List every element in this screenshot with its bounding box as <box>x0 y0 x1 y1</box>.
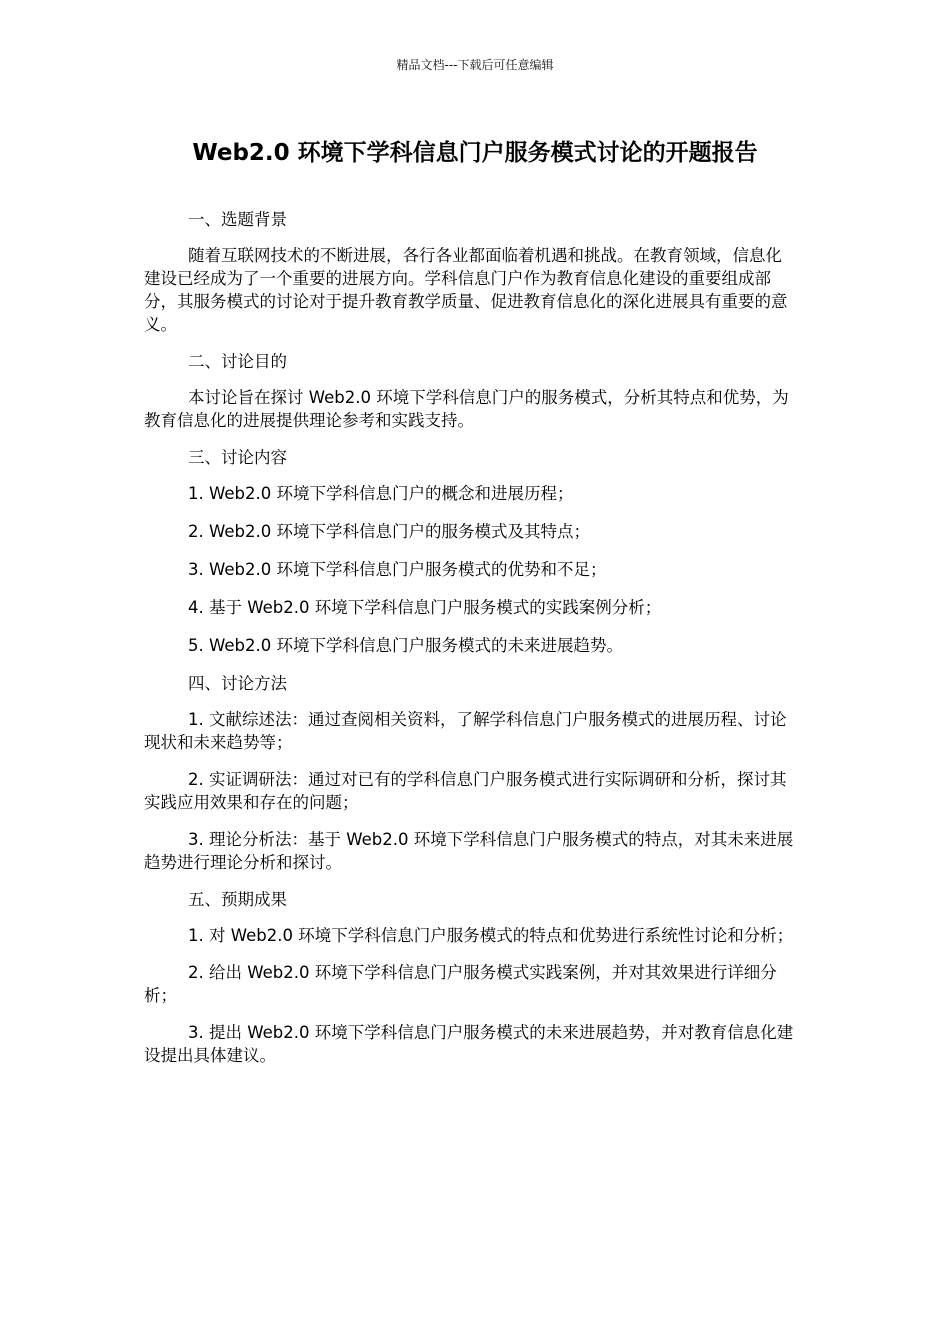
section-heading-content: 三、讨论内容 <box>188 448 287 467</box>
methods-list-item: 2. 实证调研法：通过对已有的学科信息门户服务模式进行实际调研和分析，探讨其实践应用效果和存在的问题； <box>144 770 787 812</box>
section-body-background: 随着互联网技术的不断进展，各行各业都面临着机遇和挑战。在教育领域，信息化建设已经成为了一个重要的进展方向。学科信息门户作为教育信息化建设的重要组成部分，其服务模式的讨论对于提升教育教学质量、促进教育信息化的深化进展具有重要的意义。 <box>144 246 788 334</box>
section-heading-purpose: 二、讨论目的 <box>188 352 287 371</box>
content-list-item: 3. Web2.0 环境下学科信息门户服务模式的优势和不足； <box>188 560 607 579</box>
outcomes-list-item: 1. 对 Web2.0 环境下学科信息门户服务模式的特点和优势进行系统性讨论和分析； <box>188 926 794 945</box>
content-list-item: 1. Web2.0 环境下学科信息门户的概念和进展历程； <box>188 484 574 503</box>
section-heading-methods: 四、讨论方法 <box>188 674 287 693</box>
content-list-item: 5. Web2.0 环境下学科信息门户服务模式的未来进展趋势。 <box>188 636 623 655</box>
outcomes-list-item: 3. 提出 Web2.0 环境下学科信息门户服务模式的未来进展趋势，并对教育信息化建设提出具体建议。 <box>144 1023 794 1065</box>
document-title: Web2.0 环境下学科信息门户服务模式讨论的开题报告 <box>192 140 758 166</box>
header-note: 精品文档---下载后可任意编辑 <box>396 58 554 72</box>
methods-list-item: 1. 文献综述法：通过查阅相关资料，了解学科信息门户服务模式的进展历程、讨论现状和未来趋势等； <box>144 710 787 752</box>
section-heading-background: 一、选题背景 <box>188 210 287 229</box>
content-list-item: 4. 基于 Web2.0 环境下学科信息门户服务模式的实践案例分析； <box>188 598 662 617</box>
section-body-purpose: 本讨论旨在探讨 Web2.0 环境下学科信息门户的服务模式，分析其特点和优势，为教育信息化的进展提供理论参考和实践支持。 <box>144 388 789 430</box>
methods-list-item: 3. 理论分析法：基于 Web2.0 环境下学科信息门户服务模式的特点，对其未来进展趋势进行理论分析和探讨。 <box>144 830 794 872</box>
outcomes-list-item: 2. 给出 Web2.0 环境下学科信息门户服务模式实践案例，并对其效果进行详细分析； <box>144 963 777 1005</box>
content-list-item: 2. Web2.0 环境下学科信息门户的服务模式及其特点； <box>188 522 590 541</box>
document-body <box>144 208 798 1081</box>
section-heading-outcomes: 五、预期成果 <box>188 890 287 909</box>
